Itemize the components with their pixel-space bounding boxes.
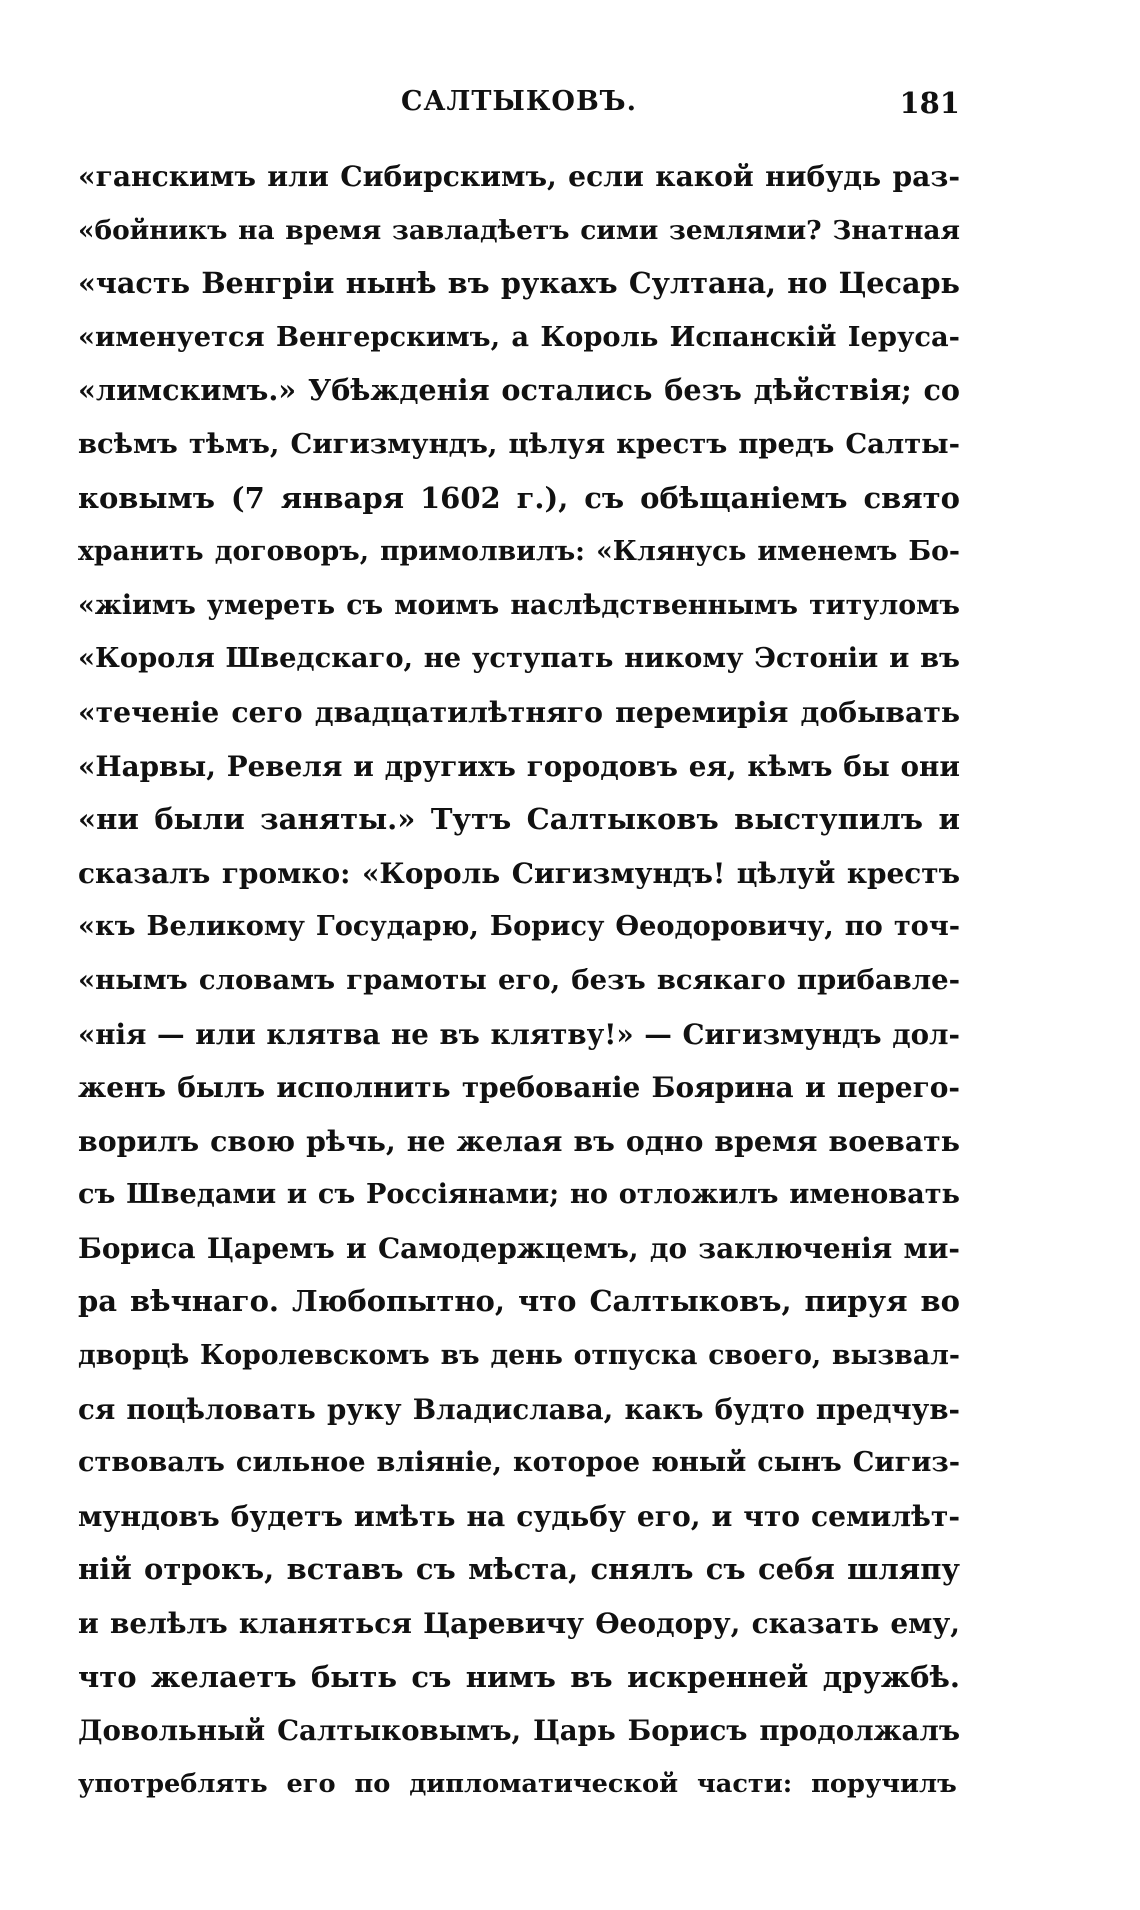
text-line: ся поцѣловать руку Владислава, какъ будто предчув-	[78, 1392, 960, 1426]
text-line: съ Шведами и съ Россіянами; но отложилъ именовать	[78, 1178, 960, 1211]
text-line: ній отрокъ, вставъ съ мѣста, снялъ съ себя шляпу	[78, 1552, 960, 1587]
text-line: хранить договоръ, примолвилъ: «Клянусь именемъ Бо-	[78, 536, 960, 568]
text-line: ковымъ (7 января 1602 г.), съ обѣщаніемъ свято	[78, 480, 960, 515]
text-line: ворилъ свою рѣчь, не желая въ одно время воевать	[78, 1123, 960, 1158]
text-line: сказалъ громко: «Король Сигизмундъ! цѣлуй крестъ	[78, 856, 960, 890]
running-head	[78, 86, 960, 126]
text-line: употреблять его по дипломатической части: поручилъ	[78, 1768, 957, 1799]
text-line: «нія — или клятва не въ клятву!» — Сигизмундъ дол-	[78, 1017, 960, 1051]
text-line: «именуется Венгерскимъ, а Король Испанскій Іеруса-	[78, 320, 960, 353]
text-line: дворцѣ Королевскомъ въ день отпуска своего, вызвал-	[78, 1340, 960, 1372]
text-line: «ганскимъ или Сибирскимъ, если какой нибудь раз-	[78, 160, 960, 193]
text-line: женъ былъ исполнить требованіе Боярина и перего-	[78, 1071, 960, 1105]
text-line: и велѣлъ кланяться Царевичу Ѳеодору, сказать ему,	[78, 1607, 960, 1641]
body-text	[78, 150, 960, 1811]
text-line: Довольный Салтыковымъ, Царь Борисъ продолжалъ	[78, 1714, 960, 1748]
text-line: «Нарвы, Ревеля и другихъ городовъ ея, кѣмъ бы они	[78, 749, 960, 783]
text-line: всѣмъ тѣмъ, Сигизмундъ, цѣлуя крестъ предъ Салты-	[78, 427, 960, 460]
text-line: «къ Великому Государю, Борису Ѳеодоровичу, по точ-	[78, 910, 960, 943]
text-line: «нымъ словамъ грамоты его, безъ всякаго прибавле-	[78, 963, 960, 996]
text-line: что желаетъ быть съ нимъ въ искренней дружбѣ.	[78, 1659, 960, 1694]
text-line: «лимскимъ.» Убѣжденія остались безъ дѣйствія; со	[78, 373, 960, 408]
running-title: САЛТЫКОВЪ.	[400, 86, 638, 117]
text-line: «Короля Шведскаго, не уступать никому Эстоніи и въ	[78, 642, 960, 675]
text-line: Бориса Царемъ и Самодержцемъ, до заключенія ми-	[78, 1231, 960, 1265]
text-line: «жіимъ умереть съ моимъ наслѣдственнымъ титуломъ	[78, 589, 960, 621]
text-line: «часть Венгріи нынѣ въ рукахъ Султана, но Цесарь	[78, 266, 960, 301]
text-line: «бойникъ на время завладѣетъ сими землями? Знатная	[78, 214, 960, 246]
page-number: 181	[899, 86, 960, 120]
text-line: мундовъ будетъ имѣть на судьбу его, и что семилѣт-	[78, 1499, 960, 1533]
text-line: «ни были заняты.» Тутъ Салтыковъ выступилъ и	[78, 802, 960, 837]
text-line: ствовалъ сильное вліяніе, которое юный сынъ Сигиз-	[78, 1446, 960, 1479]
text-line: ра вѣчнаго. Любопытно, что Салтыковъ, пируя во	[78, 1284, 960, 1319]
text-line: «теченіе сего двадцатилѣтняго перемирія добывать	[78, 694, 960, 729]
